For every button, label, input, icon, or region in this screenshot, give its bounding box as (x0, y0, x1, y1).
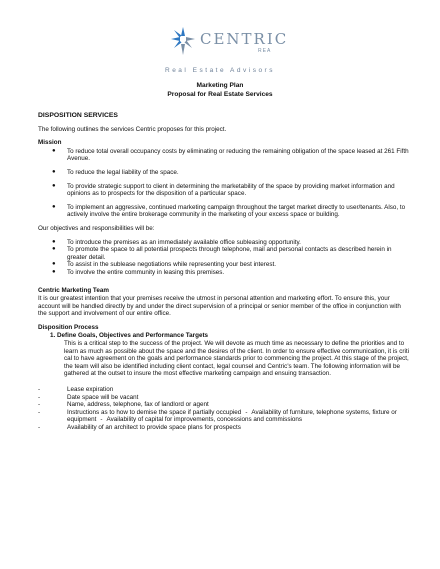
objectives-list (38, 239, 410, 277)
list-item: - Instructions as to how to demise the space if partially occupied - Availability of furniture, telephone systems, fixture or equipment - Availability of capital for improvements, concessions and commissions (38, 408, 397, 424)
section-intro: The following outlines the services Centric proposes for this project. (38, 125, 227, 133)
mission-heading: Mission (38, 139, 62, 147)
bullet-icon: ● (52, 182, 56, 189)
list-item: - Name, address, telephone, fax of landlord or agent (38, 401, 209, 409)
list-item: ● To assist in the sublease negotiations while representing your best interest. (52, 261, 276, 269)
brand-sub: REA (258, 48, 272, 54)
doc-title: Marketing Plan (196, 82, 244, 89)
list-item: ● To introduce the premises as an immediately available office subleasing opportunity. (52, 238, 301, 246)
document-body (38, 112, 410, 432)
bullet-icon: ● (52, 246, 56, 253)
bullet-icon: ● (52, 261, 56, 268)
info-list (38, 386, 410, 432)
section-heading: DISPOSITION SERVICES (38, 112, 118, 119)
bullet-icon: ● (52, 268, 56, 275)
list-item: - Date space will be vacant (38, 393, 139, 401)
objectives-intro: Our objectives and responsibilities will be: (38, 224, 155, 232)
list-item: ● To reduce total overall occupancy costs by eliminating or reducing the remaining obligation of the space leased at 261 Fifth Avenue. (52, 147, 409, 163)
list-item: ● To involve the entire community in leasing this premises. (52, 268, 225, 276)
compass-star-icon (168, 24, 198, 58)
list-item: ● To reduce the legal liability of the space. (52, 168, 179, 176)
brand-tagline: Real Estate Advisors (165, 67, 275, 74)
list-item: ● To promote the space to all potential prospects through telephone, mail and personal contacts as described herein in greater detail. (52, 246, 392, 261)
team-text: It is our greatest intention that your premises receive the utmost in personal attention and marketing effort. To ensure this, your account will be handled directly by and under the direct supervision of a principal or senior member of the office in conjunction with the support and involvement of our entire office. (38, 295, 401, 318)
bullet-icon: ● (52, 238, 56, 245)
mission-list (38, 148, 410, 219)
bullet-icon: ● (52, 147, 56, 154)
centric-logo (168, 24, 288, 64)
bullet-icon: ● (52, 168, 56, 175)
list-item: ● To provide strategic support to client in determining the marketability of the space by providing market information and opinions as to prospects for the disposition of a particular space. (52, 182, 395, 198)
team-heading: Centric Marketing Team (38, 286, 109, 294)
doc-subtitle: Proposal for Real Estate Services (167, 91, 273, 98)
brand-name: CENTRIC (200, 30, 289, 48)
process-heading: Disposition Process (38, 323, 99, 331)
list-item: - Lease expiration (38, 386, 114, 394)
step-1-text: This is a critical step to the success of the project. We will devote as much time as necessary to define the priorities and to learn as much as possible about the space and the desires of the client. In order to ensure effective communication, it is criti cal to have agreement on the goals and performance standards prior to commencing the project. At this stage of the project, the team will also be identified including client contact, legal counsel and Centric's team. The following information will be gathered at the outset to insure the most effective marketing campaign and ensuing transaction. (64, 340, 409, 378)
bullet-icon: ● (52, 203, 56, 210)
list-item: - Availability of an architect to provide space plans for prospects (38, 424, 241, 431)
step-1-title: 1. Define Goals, Objectives and Performance Targets (50, 332, 209, 340)
list-item: ● To implement an aggressive, continued marketing campaign throughout the target market directly to user/tenants. Also, to actively involve the entire brokerage community in the marketing of your excess space or building. (52, 203, 406, 219)
